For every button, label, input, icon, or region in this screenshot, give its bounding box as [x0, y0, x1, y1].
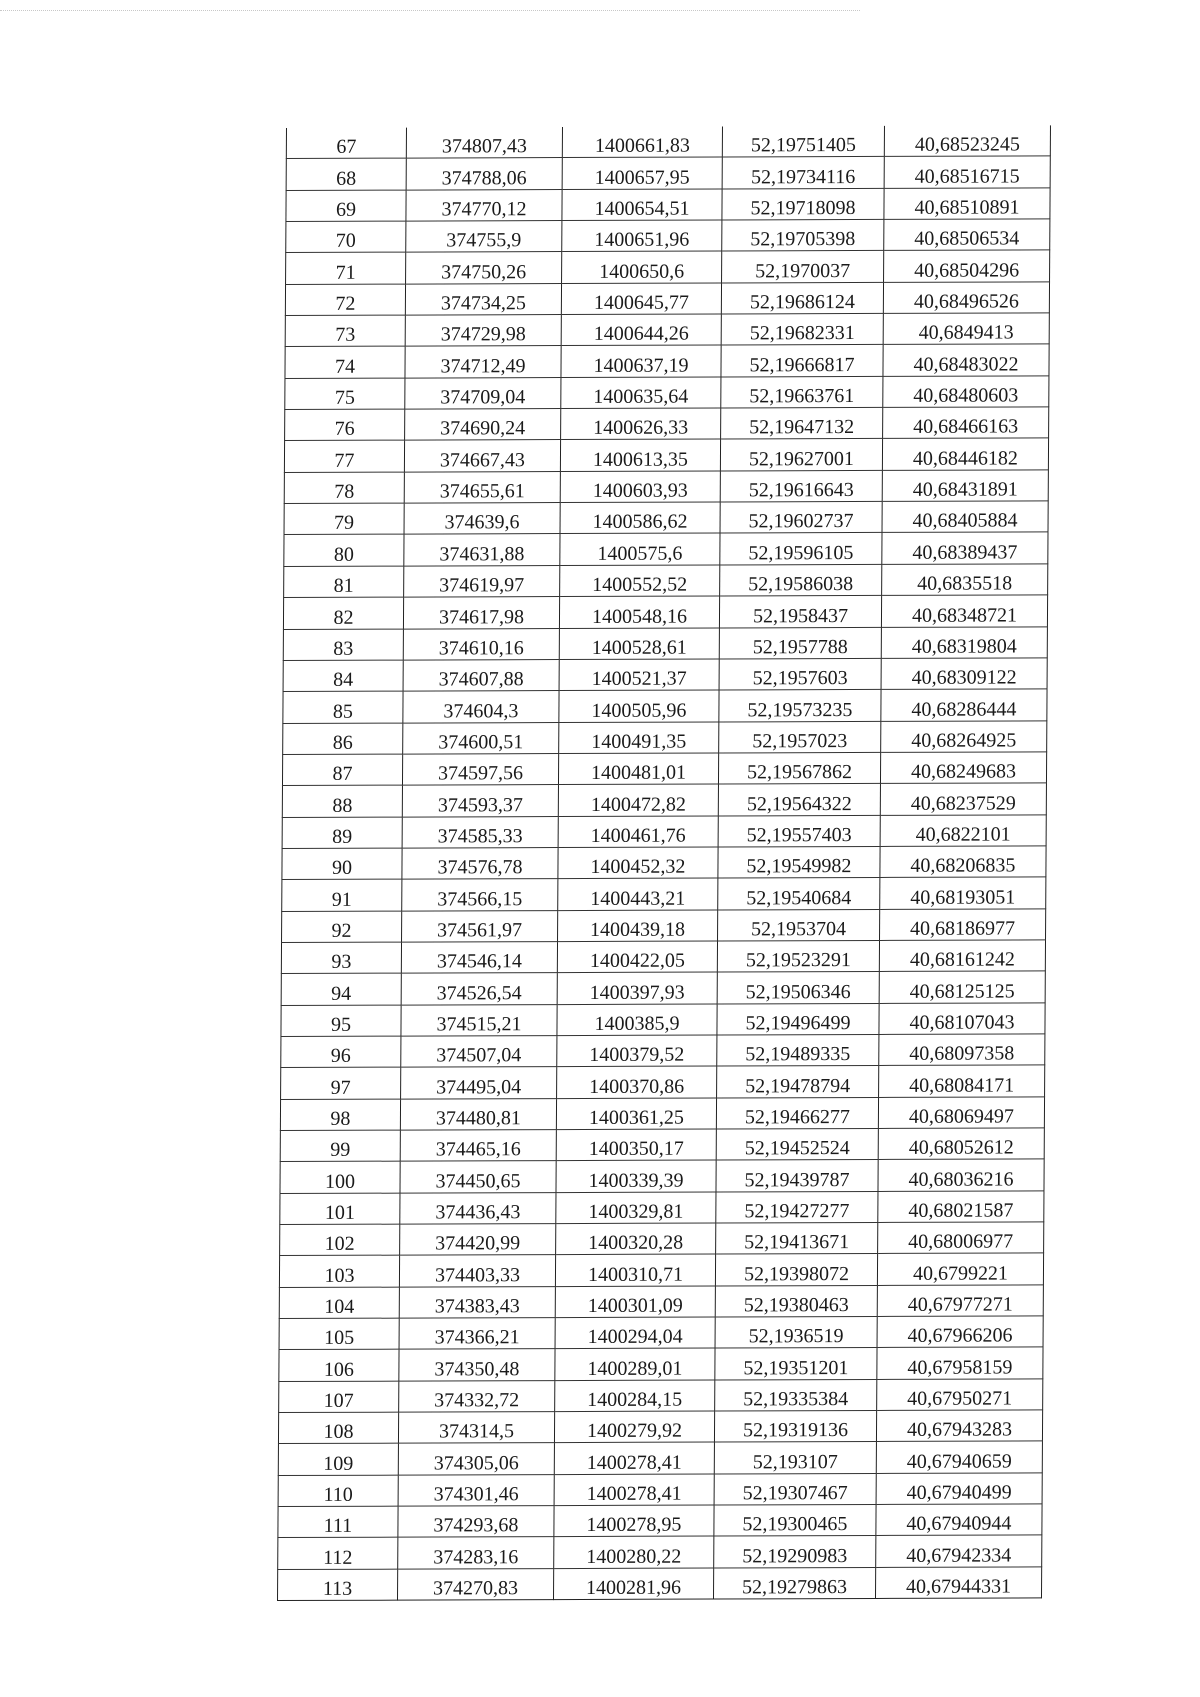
x-coordinate-cell: 374617,98	[403, 597, 559, 629]
x-coordinate-cell: 374729,98	[405, 315, 561, 347]
table-row	[285, 313, 1049, 347]
point-number-cell: 87	[282, 754, 402, 786]
x-coordinate-cell: 374667,43	[404, 440, 560, 472]
x-coordinate-cell: 374480,81	[400, 1098, 556, 1130]
longitude-cell: 40,68193051	[880, 877, 1046, 909]
longitude-cell: 40,68523245	[884, 125, 1050, 156]
table-row	[284, 470, 1048, 504]
latitude-cell: 52,1936519	[715, 1317, 877, 1349]
y-coordinate-cell: 1400651,96	[562, 220, 722, 252]
x-coordinate-cell: 374755,9	[406, 221, 562, 253]
longitude-cell: 40,67958159	[877, 1347, 1043, 1379]
table-row	[279, 1316, 1043, 1350]
point-number-cell: 70	[286, 221, 406, 253]
point-number-cell: 80	[284, 535, 404, 567]
point-number-cell: 78	[284, 472, 404, 504]
latitude-cell: 52,19616643	[720, 470, 882, 502]
y-coordinate-cell: 1400278,41	[554, 1474, 714, 1506]
y-coordinate-cell: 1400278,95	[554, 1505, 714, 1537]
latitude-cell: 52,19307467	[714, 1473, 876, 1505]
x-coordinate-cell: 374770,12	[406, 189, 562, 221]
point-number-cell: 113	[278, 1569, 398, 1601]
x-coordinate-cell: 374332,72	[399, 1380, 555, 1412]
y-coordinate-cell: 1400422,05	[557, 941, 717, 973]
latitude-cell: 52,19567862	[718, 752, 880, 784]
latitude-cell: 52,1958437	[719, 596, 881, 628]
y-coordinate-cell: 1400521,37	[559, 659, 719, 691]
point-number-cell: 88	[282, 785, 402, 817]
point-number-cell: 75	[285, 378, 405, 410]
x-coordinate-cell: 374585,33	[402, 816, 558, 848]
y-coordinate-cell: 1400548,16	[559, 596, 719, 628]
x-coordinate-cell: 374293,68	[398, 1506, 554, 1538]
point-number-cell: 82	[283, 597, 403, 629]
coordinates-table-body	[278, 125, 1051, 1600]
longitude-cell: 40,68483022	[883, 344, 1049, 376]
x-coordinate-cell: 374465,16	[400, 1130, 556, 1162]
latitude-cell: 52,19596105	[720, 533, 882, 565]
longitude-cell: 40,67940944	[876, 1504, 1042, 1536]
table-row	[283, 626, 1047, 660]
longitude-cell: 40,68052612	[878, 1128, 1044, 1160]
point-number-cell: 90	[282, 848, 402, 880]
x-coordinate-cell: 374600,51	[403, 722, 559, 754]
point-number-cell: 76	[285, 409, 405, 441]
table-row	[281, 1034, 1045, 1068]
y-coordinate-cell: 1400385,9	[557, 1004, 717, 1036]
x-coordinate-cell: 374305,06	[398, 1443, 554, 1475]
point-number-cell: 67	[286, 128, 406, 159]
table-row	[281, 1002, 1045, 1036]
y-coordinate-cell: 1400280,22	[554, 1537, 714, 1569]
point-number-cell: 109	[278, 1444, 398, 1476]
y-coordinate-cell: 1400603,93	[560, 471, 720, 503]
longitude-cell: 40,68206835	[880, 846, 1046, 878]
longitude-cell: 40,68510891	[884, 188, 1050, 220]
longitude-cell: 40,67943283	[876, 1410, 1042, 1442]
y-coordinate-cell: 1400613,35	[560, 439, 720, 471]
y-coordinate-cell: 1400281,96	[553, 1568, 713, 1600]
x-coordinate-cell: 374366,21	[399, 1318, 555, 1350]
y-coordinate-cell: 1400528,61	[559, 627, 719, 659]
table-row	[278, 1441, 1042, 1475]
y-coordinate-cell: 1400657,95	[562, 157, 722, 189]
y-coordinate-cell: 1400361,25	[556, 1098, 716, 1130]
table-row	[286, 156, 1050, 190]
table-row	[279, 1347, 1043, 1381]
y-coordinate-cell: 1400586,62	[560, 502, 720, 534]
y-coordinate-cell: 1400320,28	[556, 1223, 716, 1255]
longitude-cell: 40,68264925	[881, 720, 1047, 752]
y-coordinate-cell: 1400661,83	[562, 126, 722, 157]
latitude-cell: 52,19718098	[722, 188, 884, 220]
longitude-cell: 40,67942334	[876, 1535, 1042, 1567]
point-number-cell: 99	[280, 1130, 400, 1162]
longitude-cell: 40,68286444	[881, 689, 1047, 721]
latitude-cell: 52,19540684	[718, 878, 880, 910]
y-coordinate-cell: 1400339,39	[556, 1160, 716, 1192]
point-number-cell: 112	[278, 1538, 398, 1570]
x-coordinate-cell: 374270,83	[398, 1568, 554, 1600]
longitude-cell: 40,68348721	[881, 595, 1047, 627]
latitude-cell: 52,19466277	[716, 1097, 878, 1129]
y-coordinate-cell: 1400294,04	[555, 1317, 715, 1349]
longitude-cell: 40,68466163	[883, 407, 1049, 439]
latitude-cell: 52,1953704	[718, 909, 880, 941]
longitude-cell: 40,68504296	[884, 250, 1050, 282]
x-coordinate-cell: 374301,46	[398, 1474, 554, 1506]
longitude-cell: 40,68036216	[878, 1159, 1044, 1191]
longitude-cell: 40,68405884	[882, 501, 1048, 533]
latitude-cell: 52,19573235	[719, 690, 881, 722]
table-row	[284, 532, 1048, 566]
longitude-cell: 40,6799221	[877, 1253, 1043, 1285]
point-number-cell: 68	[286, 158, 406, 190]
latitude-cell: 52,19351201	[715, 1348, 877, 1380]
point-number-cell: 106	[279, 1350, 399, 1382]
table-row	[278, 1410, 1042, 1444]
y-coordinate-cell: 1400461,76	[558, 816, 718, 848]
point-number-cell: 81	[284, 566, 404, 598]
latitude-cell: 52,19647132	[721, 408, 883, 440]
point-number-cell: 73	[285, 315, 405, 347]
longitude-cell: 40,68446182	[882, 438, 1048, 470]
x-coordinate-cell: 374436,43	[400, 1192, 556, 1224]
latitude-cell: 52,19705398	[722, 219, 884, 251]
y-coordinate-cell: 1400310,71	[555, 1254, 715, 1286]
longitude-cell: 40,67977271	[877, 1285, 1043, 1317]
longitude-cell: 40,68097358	[879, 1034, 1045, 1066]
y-coordinate-cell: 1400481,01	[558, 753, 718, 785]
latitude-cell: 52,19496499	[717, 1003, 879, 1035]
table-row	[285, 376, 1049, 410]
latitude-cell: 52,1970037	[722, 251, 884, 283]
longitude-cell: 40,68161242	[879, 940, 1045, 972]
x-coordinate-cell: 374383,43	[399, 1286, 555, 1318]
x-coordinate-cell: 374561,97	[402, 910, 558, 942]
table-row	[278, 1473, 1042, 1507]
y-coordinate-cell: 1400637,19	[561, 345, 721, 377]
table-row	[285, 407, 1049, 441]
x-coordinate-cell: 374283,16	[398, 1537, 554, 1569]
y-coordinate-cell: 1400284,15	[555, 1380, 715, 1412]
x-coordinate-cell: 374788,06	[406, 158, 562, 190]
table-row	[279, 1253, 1043, 1287]
longitude-cell: 40,68309122	[881, 658, 1047, 690]
table-row	[284, 564, 1048, 598]
latitude-cell: 52,19300465	[714, 1505, 876, 1537]
point-number-cell: 102	[280, 1224, 400, 1256]
table-row	[279, 1285, 1043, 1319]
x-coordinate-cell: 374712,49	[405, 346, 561, 378]
latitude-cell: 52,19398072	[715, 1254, 877, 1286]
longitude-cell: 40,68125125	[879, 971, 1045, 1003]
table-row	[281, 940, 1045, 974]
x-coordinate-cell: 374314,5	[398, 1412, 554, 1444]
table-row	[285, 282, 1049, 316]
longitude-cell: 40,6849413	[883, 313, 1049, 345]
point-number-cell: 107	[279, 1381, 399, 1413]
latitude-cell: 52,19506346	[717, 972, 879, 1004]
x-coordinate-cell: 374403,33	[399, 1255, 555, 1287]
point-number-cell: 92	[282, 911, 402, 943]
longitude-cell: 40,68480603	[883, 376, 1049, 408]
latitude-cell: 52,19549982	[718, 846, 880, 878]
table-row	[278, 1535, 1042, 1569]
latitude-cell: 52,19751405	[722, 126, 884, 157]
point-number-cell: 97	[281, 1067, 401, 1099]
latitude-cell: 52,19564322	[718, 784, 880, 816]
latitude-cell: 52,19586038	[720, 564, 882, 596]
coordinates-table	[277, 125, 1051, 1601]
y-coordinate-cell: 1400301,09	[555, 1286, 715, 1318]
y-coordinate-cell: 1400379,52	[557, 1035, 717, 1067]
point-number-cell: 96	[281, 1036, 401, 1068]
point-number-cell: 84	[283, 660, 403, 692]
point-number-cell: 86	[283, 723, 403, 755]
x-coordinate-cell: 374709,04	[405, 377, 561, 409]
point-number-cell: 95	[281, 1005, 401, 1037]
latitude-cell: 52,193107	[714, 1442, 876, 1474]
y-coordinate-cell: 1400491,35	[559, 722, 719, 754]
table-row	[286, 219, 1050, 253]
x-coordinate-cell: 374576,78	[402, 847, 558, 879]
point-number-cell: 85	[283, 691, 403, 723]
table-row	[278, 1504, 1042, 1538]
scan-artifact-line	[0, 10, 860, 11]
y-coordinate-cell: 1400650,6	[562, 251, 722, 283]
x-coordinate-cell: 374593,37	[402, 785, 558, 817]
point-number-cell: 100	[280, 1161, 400, 1193]
longitude-cell: 40,68084171	[879, 1065, 1045, 1097]
latitude-cell: 52,19682331	[721, 313, 883, 345]
latitude-cell: 52,19557403	[718, 815, 880, 847]
x-coordinate-cell: 374597,56	[402, 753, 558, 785]
longitude-cell: 40,6822101	[880, 814, 1046, 846]
y-coordinate-cell: 1400644,26	[561, 314, 721, 346]
y-coordinate-cell: 1400452,32	[558, 847, 718, 879]
table-row	[281, 971, 1045, 1005]
y-coordinate-cell: 1400350,17	[556, 1129, 716, 1161]
x-coordinate-cell: 374639,6	[404, 503, 560, 535]
x-coordinate-cell: 374807,43	[406, 127, 562, 158]
latitude-cell: 52,19427277	[716, 1191, 878, 1223]
table-row	[283, 595, 1047, 629]
latitude-cell: 52,19627001	[720, 439, 882, 471]
y-coordinate-cell: 1400370,86	[557, 1066, 717, 1098]
latitude-cell: 52,19489335	[717, 1034, 879, 1066]
point-number-cell: 111	[278, 1506, 398, 1538]
latitude-cell: 52,19666817	[721, 345, 883, 377]
table-row	[286, 250, 1050, 284]
latitude-cell: 52,19452524	[716, 1128, 878, 1160]
table-row	[278, 1567, 1042, 1601]
point-number-cell: 101	[280, 1193, 400, 1225]
y-coordinate-cell: 1400654,51	[562, 189, 722, 221]
point-number-cell: 71	[286, 252, 406, 284]
latitude-cell: 52,19335384	[715, 1379, 877, 1411]
longitude-cell: 40,68186977	[880, 908, 1046, 940]
table-row	[282, 877, 1046, 911]
x-coordinate-cell: 374734,25	[405, 283, 561, 315]
table-row	[283, 689, 1047, 723]
table-row	[280, 1222, 1044, 1256]
x-coordinate-cell: 374566,15	[402, 879, 558, 911]
y-coordinate-cell: 1400329,81	[556, 1192, 716, 1224]
y-coordinate-cell: 1400289,01	[555, 1348, 715, 1380]
longitude-cell: 40,68506534	[884, 219, 1050, 251]
table-row	[282, 908, 1046, 942]
x-coordinate-cell: 374655,61	[404, 471, 560, 503]
table-row	[282, 752, 1046, 786]
latitude-cell: 52,19380463	[715, 1285, 877, 1317]
longitude-cell: 40,6835518	[882, 564, 1048, 596]
point-number-cell: 105	[279, 1318, 399, 1350]
point-number-cell: 110	[278, 1475, 398, 1507]
point-number-cell: 79	[284, 503, 404, 535]
y-coordinate-cell: 1400472,82	[558, 784, 718, 816]
longitude-cell: 40,68006977	[878, 1222, 1044, 1254]
latitude-cell: 52,19686124	[721, 282, 883, 314]
latitude-cell: 52,19279863	[713, 1567, 875, 1599]
longitude-cell: 40,68516715	[884, 156, 1050, 188]
y-coordinate-cell: 1400279,92	[554, 1411, 714, 1443]
table-row	[280, 1128, 1044, 1162]
x-coordinate-cell: 374604,3	[403, 691, 559, 723]
x-coordinate-cell: 374526,54	[401, 973, 557, 1005]
longitude-cell: 40,68389437	[882, 532, 1048, 564]
longitude-cell: 40,67940499	[876, 1473, 1042, 1505]
y-coordinate-cell: 1400645,77	[561, 283, 721, 315]
latitude-cell: 52,19439787	[716, 1160, 878, 1192]
x-coordinate-cell: 374619,97	[404, 565, 560, 597]
point-number-cell: 104	[279, 1287, 399, 1319]
latitude-cell: 52,1957023	[719, 721, 881, 753]
x-coordinate-cell: 374450,65	[400, 1161, 556, 1193]
latitude-cell: 52,19734116	[722, 157, 884, 189]
longitude-cell: 40,68496526	[883, 282, 1049, 314]
x-coordinate-cell: 374631,88	[404, 534, 560, 566]
longitude-cell: 40,68319804	[881, 626, 1047, 658]
table-row	[285, 344, 1049, 378]
table-row	[280, 1191, 1044, 1225]
y-coordinate-cell: 1400635,64	[561, 377, 721, 409]
table-row	[282, 783, 1046, 817]
point-number-cell: 94	[281, 973, 401, 1005]
latitude-cell: 52,1957788	[719, 627, 881, 659]
table-row	[284, 438, 1048, 472]
coordinates-table-wrapper	[277, 125, 1051, 1601]
point-number-cell: 77	[284, 441, 404, 473]
longitude-cell: 40,68107043	[879, 1002, 1045, 1034]
x-coordinate-cell: 374750,26	[406, 252, 562, 284]
point-number-cell: 74	[285, 346, 405, 378]
latitude-cell: 52,19413671	[716, 1222, 878, 1254]
longitude-cell: 40,68237529	[880, 783, 1046, 815]
y-coordinate-cell: 1400443,21	[558, 878, 718, 910]
y-coordinate-cell: 1400278,41	[554, 1442, 714, 1474]
point-number-cell: 108	[278, 1412, 398, 1444]
table-row	[286, 125, 1050, 159]
point-number-cell: 93	[281, 942, 401, 974]
latitude-cell: 52,19290983	[714, 1536, 876, 1568]
table-row	[279, 1379, 1043, 1413]
latitude-cell: 52,19523291	[717, 940, 879, 972]
table-row	[281, 1065, 1045, 1099]
y-coordinate-cell: 1400505,96	[559, 690, 719, 722]
x-coordinate-cell: 374515,21	[401, 1004, 557, 1036]
longitude-cell: 40,67966206	[877, 1316, 1043, 1348]
latitude-cell: 52,19478794	[717, 1066, 879, 1098]
longitude-cell: 40,67940659	[876, 1441, 1042, 1473]
y-coordinate-cell: 1400575,6	[560, 533, 720, 565]
longitude-cell: 40,68249683	[880, 752, 1046, 784]
x-coordinate-cell: 374607,88	[403, 659, 559, 691]
latitude-cell: 52,19602737	[720, 502, 882, 534]
latitude-cell: 52,1957603	[719, 658, 881, 690]
longitude-cell: 40,68021587	[878, 1191, 1044, 1223]
longitude-cell: 40,67944331	[875, 1567, 1041, 1599]
y-coordinate-cell: 1400626,33	[561, 408, 721, 440]
table-row	[280, 1097, 1044, 1131]
latitude-cell: 52,19319136	[714, 1411, 876, 1443]
table-row	[284, 501, 1048, 535]
table-row	[286, 188, 1050, 222]
point-number-cell: 89	[282, 817, 402, 849]
table-row	[280, 1159, 1044, 1193]
x-coordinate-cell: 374420,99	[400, 1224, 556, 1256]
table-row	[283, 658, 1047, 692]
x-coordinate-cell: 374546,14	[401, 942, 557, 974]
table-row	[282, 846, 1046, 880]
x-coordinate-cell: 374350,48	[399, 1349, 555, 1381]
point-number-cell: 98	[280, 1099, 400, 1131]
longitude-cell: 40,68431891	[882, 470, 1048, 502]
table-row	[283, 720, 1047, 754]
point-number-cell: 69	[286, 190, 406, 222]
y-coordinate-cell: 1400397,93	[557, 972, 717, 1004]
longitude-cell: 40,68069497	[878, 1097, 1044, 1129]
x-coordinate-cell: 374495,04	[401, 1067, 557, 1099]
point-number-cell: 83	[283, 629, 403, 661]
y-coordinate-cell: 1400439,18	[558, 910, 718, 942]
point-number-cell: 91	[282, 879, 402, 911]
table-row	[282, 814, 1046, 848]
longitude-cell: 40,67950271	[877, 1379, 1043, 1411]
x-coordinate-cell: 374690,24	[405, 409, 561, 441]
x-coordinate-cell: 374610,16	[403, 628, 559, 660]
point-number-cell: 72	[285, 284, 405, 316]
y-coordinate-cell: 1400552,52	[560, 565, 720, 597]
latitude-cell: 52,19663761	[721, 376, 883, 408]
point-number-cell: 103	[279, 1255, 399, 1287]
x-coordinate-cell: 374507,04	[401, 1036, 557, 1068]
